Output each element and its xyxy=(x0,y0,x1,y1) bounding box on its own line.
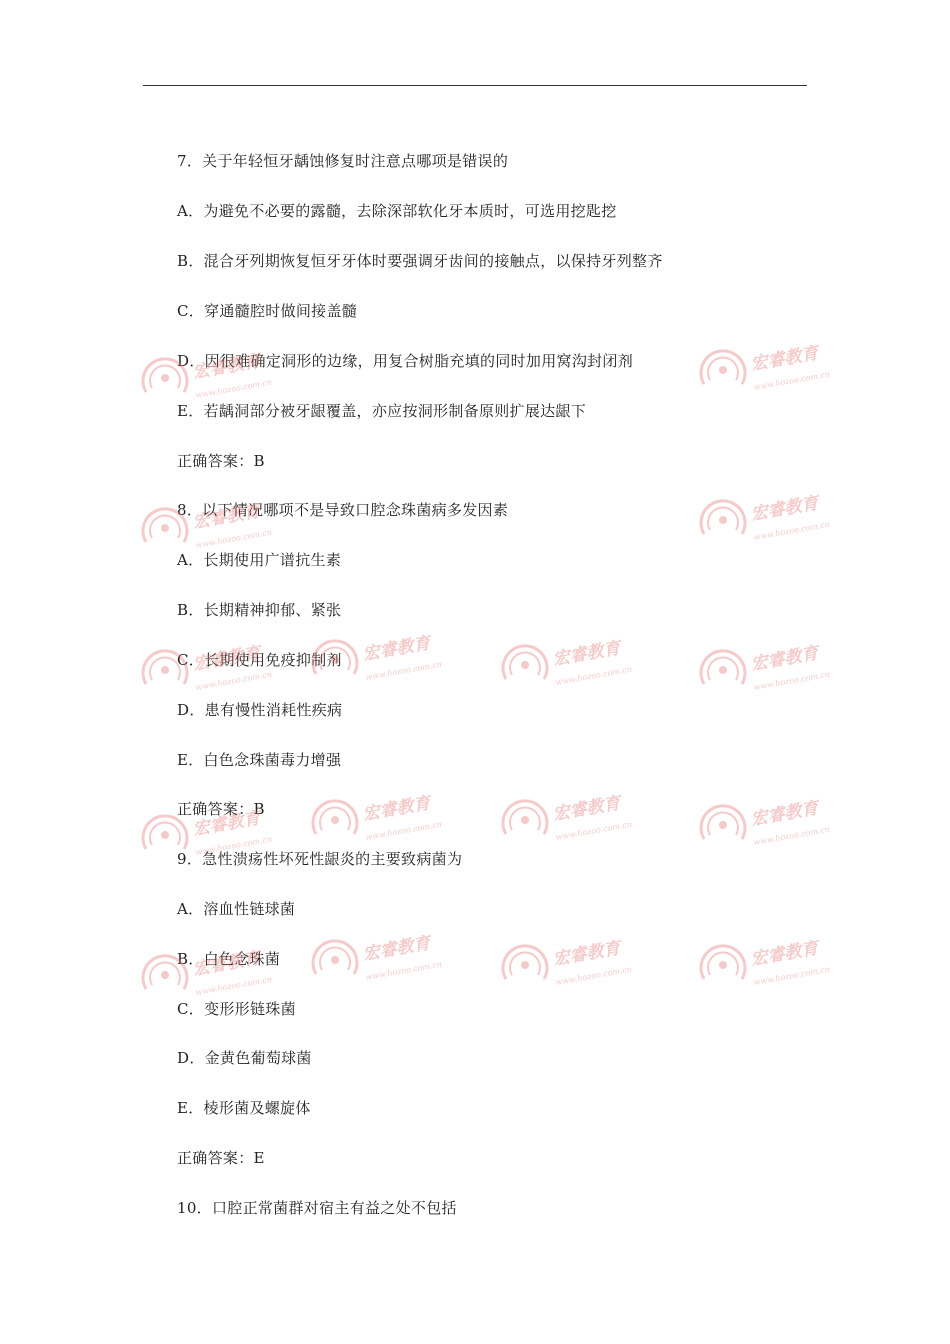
question-7-option-a: A．为避免不必要的露髓，去除深部软化牙本质时，可选用挖匙挖 xyxy=(177,202,617,220)
question-7-option-d: D．因很难确定洞形的边缘，用复合树脂充填的同时加用窝沟封闭剂 xyxy=(177,352,634,370)
question-8-option-a: A．长期使用广谱抗生素 xyxy=(177,551,342,569)
watermark-logo xyxy=(500,790,650,860)
question-7-stem: 7．关于年轻恒牙龋蚀修复时注意点哪项是错误的 xyxy=(177,152,509,170)
watermark-logo xyxy=(310,930,460,1000)
question-9-option-a: A．溶血性链球菌 xyxy=(177,900,296,918)
question-7-option-e: E．若龋洞部分被牙龈覆盖，亦应按洞形制备原则扩展达龈下 xyxy=(177,402,587,420)
question-9-option-d: D．金黄色葡萄球菌 xyxy=(177,1049,312,1067)
question-9-option-b: B．白色念珠菌 xyxy=(177,950,281,968)
question-9-option-e: E．棱形菌及螺旋体 xyxy=(177,1099,311,1117)
watermark-logo xyxy=(698,795,848,865)
question-7-answer: 正确答案：B xyxy=(177,452,265,470)
question-9-answer: 正确答案：E xyxy=(177,1149,265,1167)
question-8-stem: 8．以下情况哪项不是导致口腔念珠菌病多发因素 xyxy=(177,501,509,519)
question-9-option-c: C．变形形链珠菌 xyxy=(177,1000,296,1018)
question-9-stem: 9．急性溃疡性坏死性龈炎的主要致病菌为 xyxy=(177,850,463,868)
watermark-logo xyxy=(698,340,848,410)
question-7-option-c: C．穿通髓腔时做间接盖髓 xyxy=(177,302,358,320)
watermark-logo xyxy=(500,635,650,705)
question-7-option-b: B．混合牙列期恢复恒牙牙体时要强调牙齿间的接触点，以保持牙列整齐 xyxy=(177,252,663,270)
question-8-option-c: C．长期使用免疫抑制剂 xyxy=(177,651,342,669)
watermark-logo xyxy=(698,640,848,710)
header-rule xyxy=(143,85,807,86)
watermark-logo xyxy=(500,935,650,1005)
watermark-logo xyxy=(698,490,848,560)
question-8-option-b: B．长期精神抑郁、紧张 xyxy=(177,601,342,619)
watermark-logo xyxy=(698,935,848,1005)
question-8-option-e: E．白色念珠菌毒力增强 xyxy=(177,751,342,769)
question-8-option-d: D．患有慢性消耗性疾病 xyxy=(177,701,343,719)
question-8-answer: 正确答案：B xyxy=(177,800,265,818)
question-10-stem: 10．口腔正常菌群对宿主有益之处不包括 xyxy=(177,1199,457,1217)
